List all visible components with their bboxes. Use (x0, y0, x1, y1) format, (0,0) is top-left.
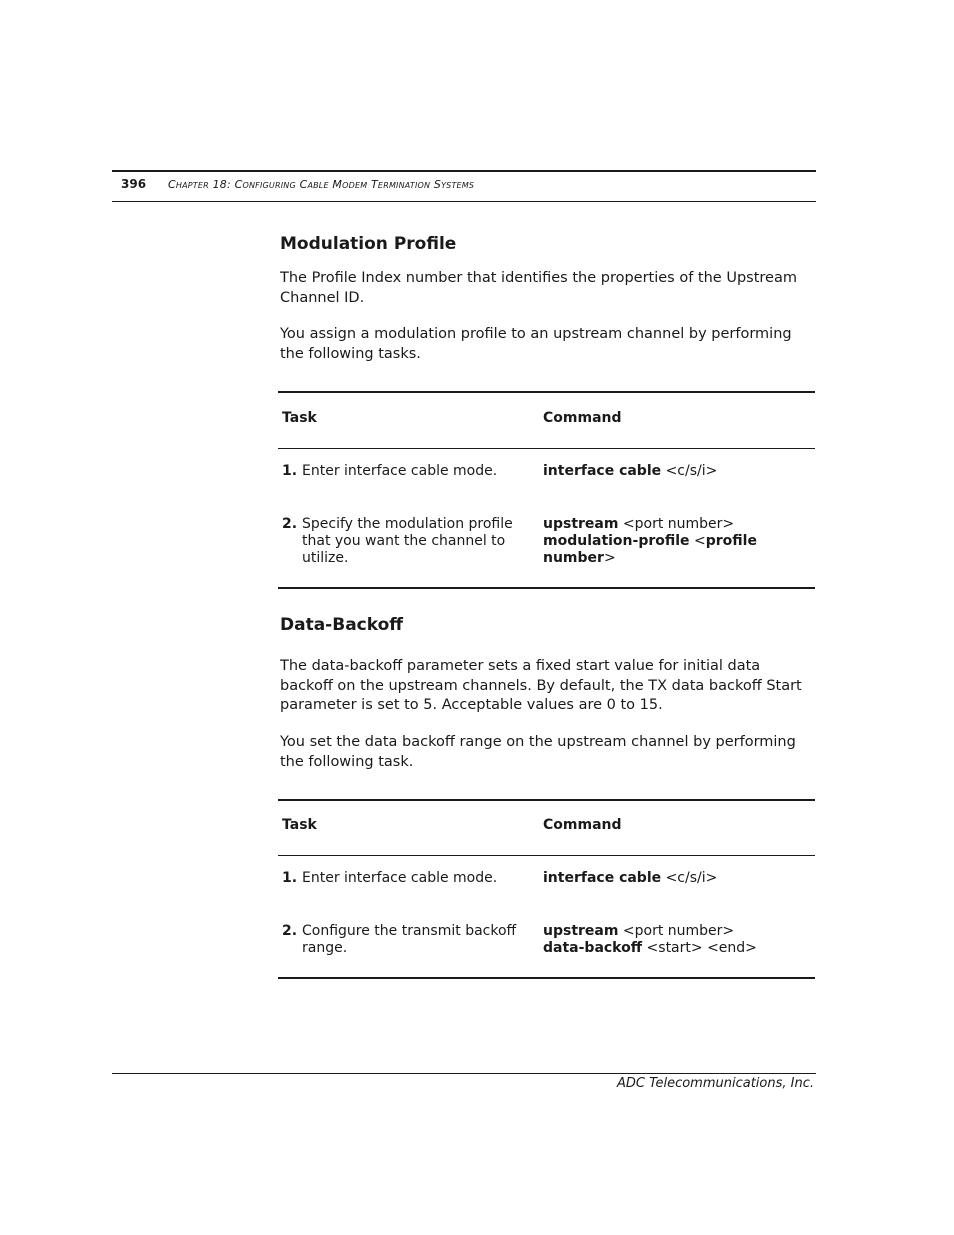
table-header-rule (278, 448, 815, 449)
paragraph: You assign a modulation profile to an upstream channel by performing the following tasks. (280, 326, 792, 362)
task-text: Configure the transmit backoff range. (302, 923, 517, 956)
paragraph: The data-backoff parameter sets a fixed start value for initial data backoff on the upstream channels. By default, the TX data backoff Start parameter is set to 5. Acceptable values are 0 to 15. (280, 658, 802, 713)
step-number: 2. (282, 923, 298, 939)
column-header-command: Command (543, 817, 622, 833)
command-text: upstream <port number> modulation-profile <profile number> (543, 516, 757, 566)
command-text: upstream <port number> data-backoff <start> <end> (543, 923, 757, 956)
step-number: 1. (282, 870, 298, 886)
table-bottom-rule (278, 977, 815, 979)
table-top-rule (278, 391, 815, 393)
paragraph: The Profile Index number that identifies the properties of the Upstream Channel ID. (280, 270, 797, 306)
step-number: 1. (282, 463, 298, 479)
column-header-command: Command (543, 410, 622, 426)
task-text: Specify the modulation profile that you want the channel to utilize. (302, 516, 513, 566)
chapter-title: Chapter 18: Configuring Cable Modem Termination Systems (168, 178, 475, 191)
table-header-rule (278, 855, 815, 856)
header-bottom-rule (112, 201, 816, 202)
table-bottom-rule (278, 587, 815, 589)
task-text: Enter interface cable mode. (302, 463, 498, 479)
footer-rule (112, 1073, 816, 1074)
column-header-task: Task (282, 817, 317, 833)
header-top-rule (112, 170, 816, 172)
section-heading-data-backoff: Data-Backoff (280, 615, 404, 635)
paragraph: You set the data backoff range on the upstream channel by performing the following task. (280, 734, 796, 770)
column-header-task: Task (282, 410, 317, 426)
page-number: 396 (121, 177, 147, 191)
table-top-rule (278, 799, 815, 801)
command-text: interface cable <c/s/i> (543, 870, 718, 886)
footer-company: ADC Telecommunications, Inc. (617, 1076, 814, 1091)
step-number: 2. (282, 516, 298, 532)
task-text: Enter interface cable mode. (302, 870, 498, 886)
section-heading-modulation-profile: Modulation Profile (280, 234, 457, 254)
command-text: interface cable <c/s/i> (543, 463, 718, 479)
